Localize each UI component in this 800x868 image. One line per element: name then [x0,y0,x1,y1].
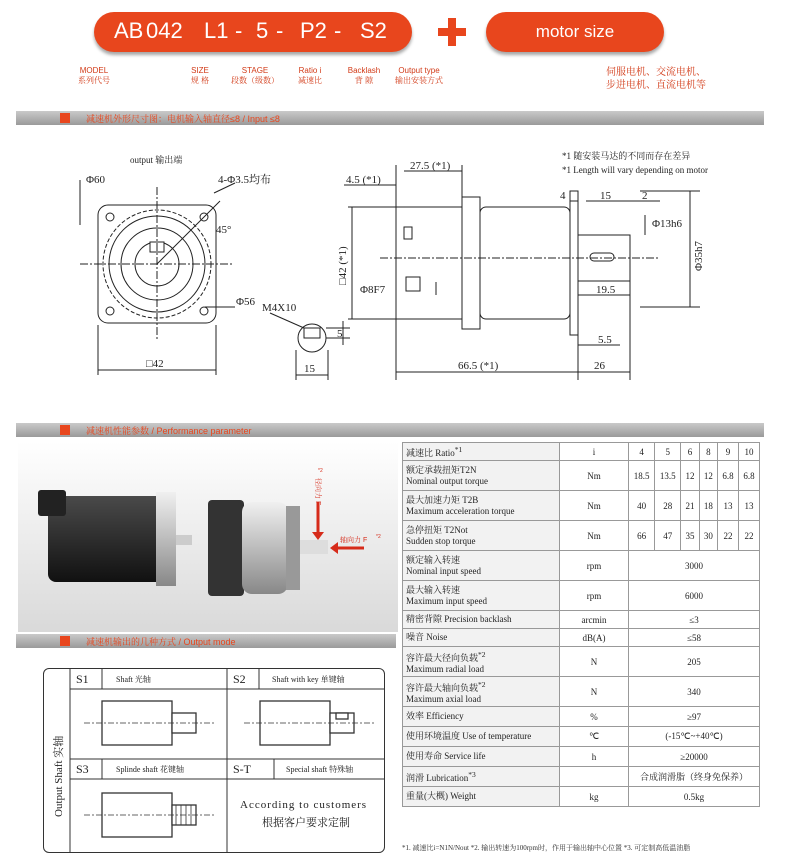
dim-phi13: Φ13h6 [652,218,683,230]
dim-square-side: □42 (*1) [337,246,349,285]
dim-2: 2 [642,190,648,202]
dim-key-5: 5 [337,328,343,340]
table-row: 使用环境温度 Use of temperature ℃ (-15℃~+40℃) [403,727,760,747]
shaft-s2 [244,701,374,745]
axial-force-label: 轴向力 F [340,537,368,544]
section-bar-performance [16,423,764,437]
radial-force-sup: *2 [318,468,323,474]
label-stage: STAGE 段数（级数） [231,66,279,85]
s2-name: Shaft with key 单键轴 [272,675,345,684]
mount-hole [200,307,208,315]
section-title: 减速机外形尺寸图：电机输入轴直径≤8 / Input ≤8 [86,114,280,124]
motor-size-pill: motor size [486,12,664,52]
table-row: 润滑 Lubrication$^{*3}$ 合成润滑脂（终身免保养） [403,767,760,787]
section-bar-dimensions [16,111,764,125]
dim-phi8: Φ8F7 [360,284,386,296]
shaft-s1 [84,701,214,745]
side-label: Output Shaft 实轴 [53,735,65,817]
dimension-drawing [0,135,800,390]
dim-4: 4 [560,190,566,202]
dim-66-5: 66.5 (*1) [458,360,499,372]
dim-angle: 45° [216,224,232,236]
dim-5-5: 5.5 [598,334,612,346]
label-ratio: Ratio i 减速比 [298,66,322,85]
dim-27-5: 27.5 (*1) [410,160,451,172]
side-label-wrap [46,709,68,819]
mount-hole [106,213,114,221]
table-row: 使用寿命 Service life h ≥20000 [403,747,760,767]
label-model: MODEL 系列代号 [78,66,110,85]
dim-key-15: 15 [304,363,315,375]
mount-hole [106,307,114,315]
bullet-icon [60,636,70,646]
performance-table [402,442,760,807]
plus-icon [438,18,466,46]
s1-code: S1 [76,672,89,686]
st-name: Special shaft 特殊轴 [286,765,354,774]
label-output-type: Output type 输出安装方式 [395,66,443,85]
axial-force-sup: *2 [376,534,381,540]
dim-15: 15 [600,190,611,202]
servo-motor [38,490,192,586]
label-size: SIZE 规 格 [190,66,210,85]
table-row: 噪音 Noise dB(A) ≤58 [403,629,760,647]
dim-holes: 4-Φ3.5均布 [218,174,271,186]
table-footnote: *1. 减速比i=N1N/Nout *2. 输出转速为100rpm时，作用于输出轴中心位置 *3. 可定制高低温油脂 [402,844,691,852]
code-backlash: P2 [300,18,327,43]
product-photo [18,442,398,632]
code-output: S2 [360,18,387,43]
code-stage: L1 [204,18,229,43]
table-row: 效率 Efficiency % ≥97 [403,707,760,727]
table-row: 额定承载扭矩T2N Nominal output torque Nm 18.5 13.5 12 12 6.8 6.8 [403,461,760,491]
output-mode-panel [43,668,385,853]
dim-4-5: 4.5 (*1) [346,174,381,186]
table-row: 额定输入转速 Nominal input speed rpm 3000 [403,551,760,581]
custom-cn: 根据客户要求定制 [262,817,350,829]
bullet-icon [60,113,70,123]
s3-code: S3 [76,762,89,776]
note-en: *1 Length will vary depending on motor [562,165,708,175]
s3-name: Splinde shaft 花键轴 [116,765,184,774]
section-bar-output-mode [16,634,396,648]
model-code-pill [94,12,412,52]
code-ratio: 5 [256,18,269,43]
section-title: 减速机性能参数 / Performance parameter [86,426,252,436]
dim-square-front: □42 [146,358,164,370]
table-row: 急停扭矩 T2Not Sudden stop torque Nm 66 47 35 30 22 22 [403,521,760,551]
radial-force-label: 径向力 F [314,478,321,506]
dim-m4: M4X10 [262,302,297,314]
code-dash: - [235,18,243,43]
table-row: 最大加速力矩 T2B Maximum acceleration torque Nm 40 28 21 18 13 13 [403,491,760,521]
table-row: 精密背隙 Precision backlash arcmin ≤3 [403,611,760,629]
dim-19-5: 19.5 [596,284,616,296]
label-backlash: Backlash 背 隙 [347,66,381,85]
motor-types: 伺服电机、交流电机、 步进电机、直流电机等 [606,67,706,91]
table-row: 减速比 Ratio$^{*1}$ i 4 5 6 8 9 10 [403,443,760,461]
dim-phi56: Φ56 [236,296,256,308]
dim-phi35: Φ35h7 [693,240,705,271]
dim-phi60: Φ60 [86,174,106,186]
code-dash: - [334,18,342,43]
output-label: output 输出端 [130,155,183,165]
table-row: 重量(大概) Weight kg 0.5kg [403,787,760,807]
code-size: 042 [146,18,183,43]
custom-en: According to customers [240,799,368,811]
row-label: 减速比 Ratio$^{*1}$ [403,443,560,461]
code-model: AB [114,18,144,43]
s2-code: S2 [233,672,246,686]
table-row: 容许最大径向负载$^{*2}$ Maximum radial load N 205 [403,647,760,677]
shaft-s3 [84,793,214,837]
bullet-icon [60,425,70,435]
code-dash: - [276,18,284,43]
note-cn: *1 随安装马达的不同而存在差异 [562,151,691,161]
s1-name: Shaft 光轴 [116,675,151,684]
section-title: 减速机输出的几种方式 / Output mode [86,637,236,647]
table-row: 容许最大轴向负载$^{*2}$ Maximum axial load N 340 [403,677,760,707]
dim-26: 26 [594,360,605,372]
table-row: 最大输入转速 Maximum input speed rpm 6000 [403,581,760,611]
st-code: S-T [233,762,251,776]
